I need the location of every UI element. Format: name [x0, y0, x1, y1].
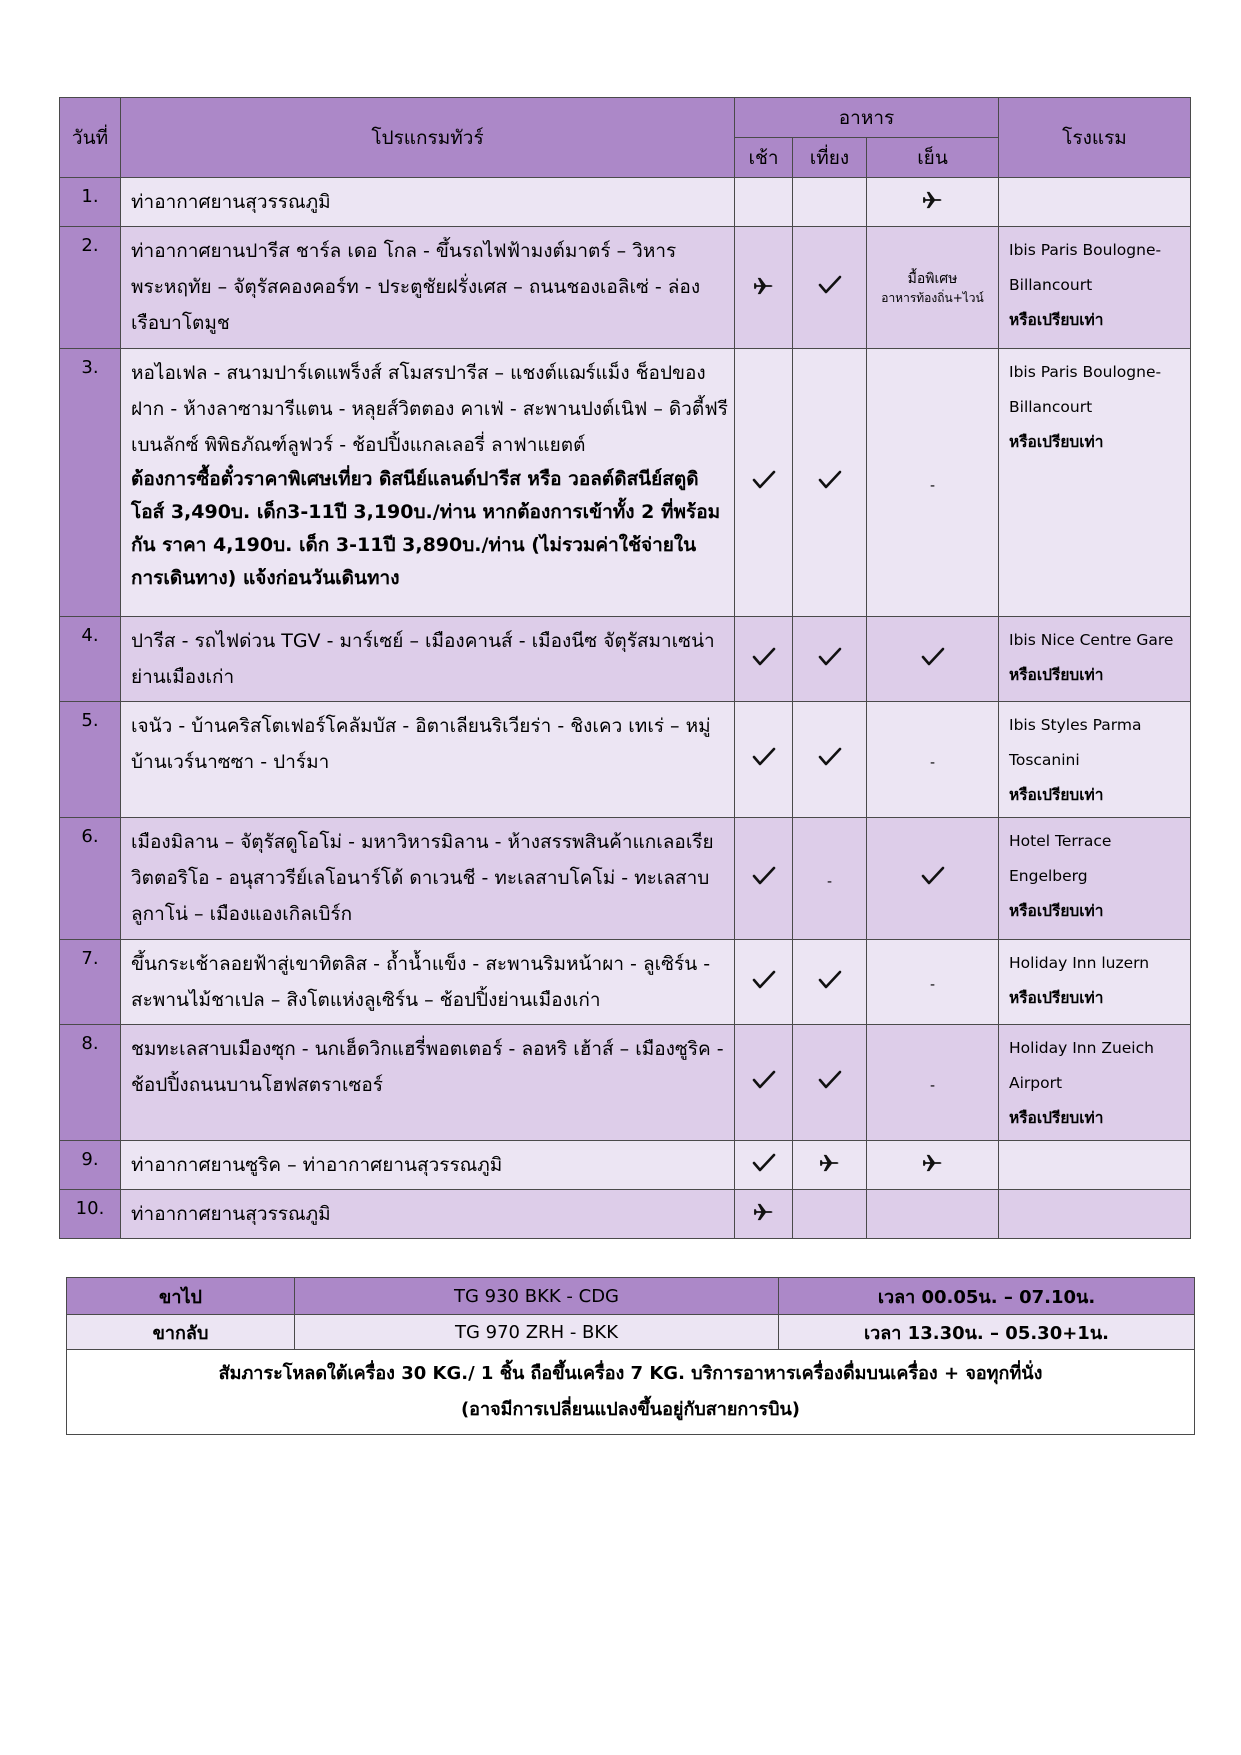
day-number: 10.: [60, 1190, 121, 1239]
hotel-cell: [999, 1141, 1191, 1190]
program-cell: [121, 227, 735, 349]
check-icon: [752, 1153, 776, 1178]
meal-breakfast: [735, 702, 793, 818]
hotel-name: Ibis Nice Centre Gare: [1009, 631, 1174, 649]
plane-icon: [753, 276, 775, 300]
flight-return-number: TG 970 ZRH - BKK: [295, 1315, 779, 1350]
meal-breakfast: [735, 617, 793, 702]
check-icon: [921, 647, 945, 672]
meal-lunch: [793, 818, 867, 940]
header-dinner: เย็น: [867, 138, 999, 178]
meal-breakfast: [735, 1190, 793, 1239]
meal-dinner: [867, 617, 999, 702]
itinerary-row: [60, 1141, 1191, 1190]
meal-lunch: [793, 227, 867, 349]
meal-lunch: [793, 702, 867, 818]
program-cell: [121, 1141, 735, 1190]
check-icon: [818, 1070, 842, 1095]
meal-breakfast: [735, 818, 793, 940]
program-text: ท่าอากาศยานซูริค – ท่าอากาศยานสุวรรณภูมิ: [131, 1154, 503, 1176]
flight-outbound-label: ขาไป: [67, 1278, 295, 1315]
check-icon: [752, 470, 776, 495]
hotel-equivalent-note: หรือเปรียบเท่า: [1009, 902, 1104, 920]
flight-table: [66, 1277, 1195, 1435]
itinerary-row: [60, 617, 1191, 702]
program-text: ท่าอากาศยานปารีส ชาร์ล เดอ โกล - ขึ้นรถไฟฟ้ามงต์มาตร์ – วิหารพระหฤทัย – จัตุรัสคองคอร์ท - ประตูชัยฝรั่งเศส – ถนนชองเอลิเซ่ - ล่องเรือบาโตมูช: [131, 240, 701, 334]
meal-dinner: [867, 349, 999, 617]
flight-return-time: เวลา 13.30น. – 05.30+1น.: [779, 1315, 1195, 1350]
meal-dinner: [867, 178, 999, 227]
program-text: ขึ้นกระเช้าลอยฟ้าสู่เขาทิตลิส - ถ้ำน้ำแข็ง - สะพานริมหน้าผา - ลูเซิร์น - สะพานไม้ชาเปล – สิงโตแห่งลูเซิร์น – ช้อปปิ้งย่านเมืองเก่า: [131, 953, 711, 1011]
meal-breakfast: [735, 1025, 793, 1141]
meal-lunch: [793, 940, 867, 1025]
itinerary-row: [60, 818, 1191, 940]
plane-icon: [753, 1202, 775, 1226]
meal-dinner: [867, 1025, 999, 1141]
program-cell: [121, 818, 735, 940]
day-number: 7.: [60, 940, 121, 1025]
program-cell: [121, 702, 735, 818]
program-cell: [121, 1025, 735, 1141]
hotel-equivalent-note: หรือเปรียบเท่า: [1009, 989, 1104, 1007]
hotel-name: Ibis Paris Boulogne-Billancourt: [1009, 363, 1162, 416]
meal-lunch: [793, 1025, 867, 1141]
hotel-cell: [999, 940, 1191, 1025]
meal-lunch: [793, 617, 867, 702]
itinerary-row: [60, 702, 1191, 818]
check-icon: [752, 747, 776, 772]
itinerary-row: [60, 178, 1191, 227]
baggage-note: [67, 1350, 1195, 1435]
hotel-cell: [999, 702, 1191, 818]
check-icon: [752, 866, 776, 891]
check-icon: [818, 747, 842, 772]
meal-dinner: [867, 702, 999, 818]
program-cell: [121, 940, 735, 1025]
meal-dinner: [867, 1190, 999, 1239]
no-meal-dash: -: [929, 754, 936, 771]
plane-icon: [922, 190, 944, 214]
program-text: ปารีส - รถไฟด่วน TGV - มาร์เซย์ – เมืองคานส์ - เมืองนีซ จัตุรัสมาเซน่า ย่านเมืองเก่า: [131, 630, 715, 688]
baggage-note-line2: (อาจมีการเปลี่ยนแปลงขึ้นอยู่กับสายการบิน): [460, 1399, 801, 1420]
check-icon: [752, 1070, 776, 1095]
day-number: 1.: [60, 178, 121, 227]
flight-outbound-number: TG 930 BKK - CDG: [295, 1278, 779, 1315]
hotel-equivalent-note: หรือเปรียบเท่า: [1009, 786, 1104, 804]
day-number: 8.: [60, 1025, 121, 1141]
plane-icon: [819, 1153, 841, 1177]
flight-return-label: ขากลับ: [67, 1315, 295, 1350]
program-cell: [121, 349, 735, 617]
flight-outbound-time: เวลา 00.05น. – 07.10น.: [779, 1278, 1195, 1315]
hotel-cell: [999, 178, 1191, 227]
program-text: ท่าอากาศยานสุวรรณภูมิ: [131, 1203, 331, 1225]
program-text: เจนัว - บ้านคริสโตเฟอร์โคลัมบัส - อิตาเลียนริเวียร่า - ชิงเคว เทเร่ – หมู่บ้านเวร์นาซซา - ปาร์มา: [131, 715, 711, 773]
day-number: 4.: [60, 617, 121, 702]
header-meals: อาหาร: [735, 98, 999, 138]
hotel-name: Hotel Terrace Engelberg: [1009, 832, 1112, 885]
hotel-cell: [999, 227, 1191, 349]
baggage-note-line1: สัมภาระโหลดใต้เครื่อง 30 KG./ 1 ชิ้น ถือขึ้นเครื่อง 7 KG. บริการอาหารเครื่องดื่มบนเครื่อง + จอทุกที่นั่ง: [218, 1363, 1043, 1384]
itinerary-table: [59, 97, 1191, 1239]
hotel-cell: [999, 818, 1191, 940]
special-meal-label: มื้อพิเศษ: [907, 270, 958, 287]
meal-lunch: [793, 178, 867, 227]
hotel-equivalent-note: หรือเปรียบเท่า: [1009, 311, 1104, 329]
header-day: วันที่: [60, 98, 121, 178]
program-cell: [121, 178, 735, 227]
meal-dinner: [867, 940, 999, 1025]
day-number: 5.: [60, 702, 121, 818]
hotel-cell: [999, 1025, 1191, 1141]
header-hotel: โรงแรม: [999, 98, 1191, 178]
day-number: 6.: [60, 818, 121, 940]
hotel-name: Holiday Inn luzern: [1009, 954, 1150, 972]
hotel-equivalent-note: หรือเปรียบเท่า: [1009, 666, 1104, 684]
no-meal-dash: -: [929, 977, 936, 993]
hotel-cell: [999, 349, 1191, 617]
itinerary-row: [60, 349, 1191, 617]
plane-icon: [922, 1153, 944, 1177]
hotel-cell: [999, 617, 1191, 702]
meal-breakfast: [735, 940, 793, 1025]
meal-breakfast: [735, 178, 793, 227]
meal-lunch: [793, 1141, 867, 1190]
meal-breakfast: [735, 349, 793, 617]
special-meal-detail: อาหารท้องถิ่น+ไวน์: [881, 290, 984, 305]
program-text: หอไอเฟล - สนามปาร์เดแพร็งส์ สโมสรปารีส – แชงต์แฌร์แม็ง ช็อปของฝาก - ห้างลาซามารีแตน - หลุยส์วิตตอง คาเฟ่ - สะพานปงต์เนิฟ – ดิวตี้ฟรีเบนลักซ์ พิพิธภัณฑ์ลูฟวร์ - ช้อปปิ้งแกลเลอรี่ ลาฟาแยตต์: [131, 362, 728, 456]
meal-dinner: [867, 1141, 999, 1190]
flight-outbound-row: [67, 1278, 1195, 1315]
program-text: ชมทะเลสาบเมืองซุก - นกเฮ็ดวิกแฮรี่พอตเตอร์ - ลอหริ เฮ้าส์ – เมืองซูริค - ช้อปปิ้งถนนบานโฮฟสตราเซอร์: [131, 1038, 724, 1096]
itinerary-row: [60, 1190, 1191, 1239]
day-number: 2.: [60, 227, 121, 349]
no-meal-dash: -: [929, 477, 936, 494]
itinerary-row: [60, 227, 1191, 349]
hotel-name: Ibis Paris Boulogne-Billancourt: [1009, 241, 1162, 294]
check-icon: [818, 970, 842, 995]
meal-breakfast: [735, 1141, 793, 1190]
hotel-cell: [999, 1190, 1191, 1239]
itinerary-row: [60, 1025, 1191, 1141]
flight-return-row: [67, 1315, 1195, 1350]
program-cell: [121, 617, 735, 702]
program-text: ท่าอากาศยานสุวรรณภูมิ: [131, 191, 331, 213]
day-number: 9.: [60, 1141, 121, 1190]
day-number: 3.: [60, 349, 121, 617]
meal-breakfast: [735, 227, 793, 349]
hotel-name: Holiday Inn Zueich Airport: [1009, 1039, 1154, 1092]
check-icon: [818, 647, 842, 672]
program-cell: [121, 1190, 735, 1239]
no-meal-dash: -: [929, 1077, 936, 1094]
hotel-equivalent-note: หรือเปรียบเท่า: [1009, 433, 1104, 451]
hotel-equivalent-note: หรือเปรียบเท่า: [1009, 1109, 1104, 1127]
header-lunch: เที่ยง: [793, 138, 867, 178]
no-meal-dash: -: [826, 873, 833, 890]
meal-lunch: [793, 1190, 867, 1239]
meal-dinner: [867, 818, 999, 940]
itinerary-row: [60, 940, 1191, 1025]
check-icon: [921, 866, 945, 891]
program-note: ต้องการซื้อตั๋วราคาพิเศษเที่ยว ดิสนีย์แลนด์ปารีส หรือ วอลต์ดิสนีย์สตูดิโอส์ 3,490บ. เด็ก3-11ปี 3,190บ./ท่าน หากต้องการเข้าทั้ง 2 ที่พร้อมกัน ราคา 4,190บ. เด็ก 3-11ปี 3,890บ./ท่าน (ไม่รวมค่าใช้จ่ายในการเดินทาง) แจ้งก่อนวันเดินทาง: [131, 468, 721, 589]
header-breakfast: เช้า: [735, 138, 793, 178]
check-icon: [752, 647, 776, 672]
hotel-name: Ibis Styles Parma Toscanini: [1009, 716, 1142, 769]
check-icon: [818, 470, 842, 495]
check-icon: [818, 275, 842, 300]
meal-lunch: [793, 349, 867, 617]
header-program: โปรแกรมทัวร์: [121, 98, 735, 178]
program-text: เมืองมิลาน – จัตุรัสดูโอโม่ - มหาวิหารมิลาน - ห้างสรรพสินค้าแกเลอเรีย วิตตอริโอ - อนุสาวรีย์เลโอนาร์โด้ ดาเวนชี - ทะเลสาบโคโม่ - ทะเลสาบลูกาโน่ – เมืองแองเกิลเบิร์ก: [131, 831, 714, 925]
meal-dinner: [867, 227, 999, 349]
check-icon: [752, 970, 776, 995]
